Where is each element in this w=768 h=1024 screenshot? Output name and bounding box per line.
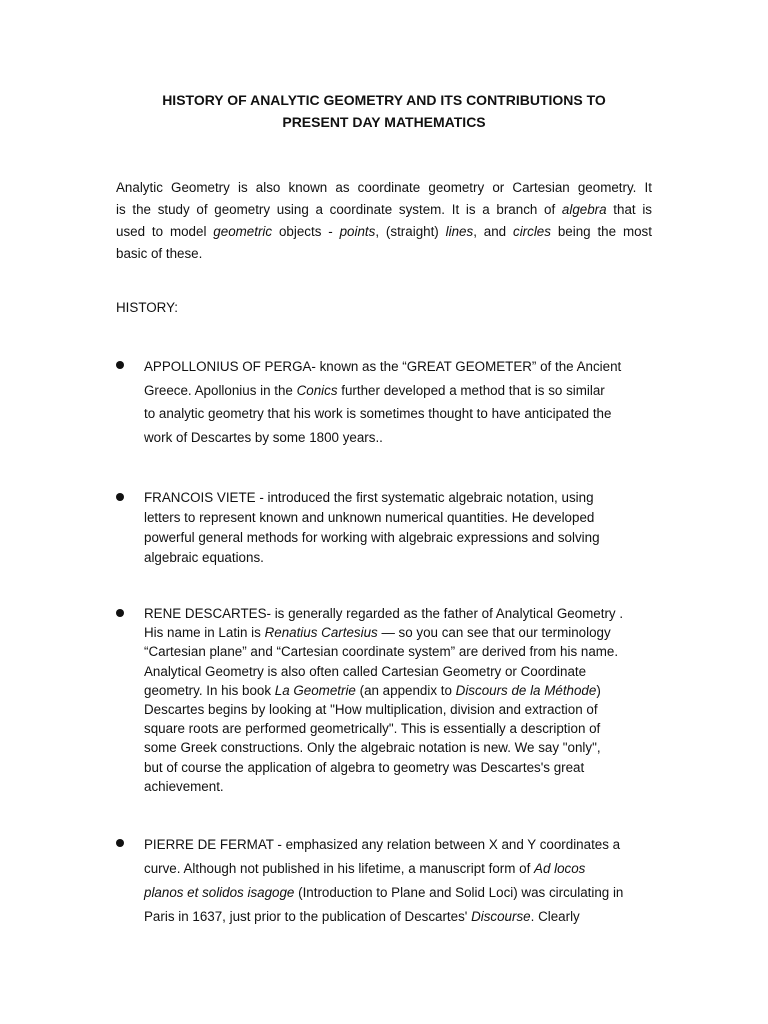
title-line-1: HISTORY OF ANALYTIC GEOMETRY AND ITS CONTRIBUTIONS TO (162, 92, 606, 108)
bullet-apollonius-text (144, 355, 654, 449)
intro-line-1: Analytic Geometry is also known as coordinate geometry or Cartesian geometry. It (116, 180, 652, 195)
fermat-line-3 (144, 881, 654, 905)
descartes-line-3: “Cartesian plane” and “Cartesian coordinate system” are derived from his name. (144, 644, 619, 660)
descartes-line-2 (144, 623, 654, 642)
fermat-italic-planos: planos et solidos isagoge (144, 885, 295, 900)
apollonius-line-3: to analytic geometry that his work is sometimes thought to have anticipated the (144, 406, 612, 421)
viete-line-2: letters to represent known and unknown numerical quantities. He developed (144, 510, 595, 525)
intro-text: being the most (550, 224, 652, 239)
descartes-italic-la-geometrie: La Geometrie (274, 682, 356, 698)
fermat-line-4 (144, 905, 654, 929)
descartes-line-6: Descartes begins by looking at "How multiplication, division and extraction of (144, 702, 598, 718)
bullet-dot-icon (116, 839, 124, 847)
bullet-dot-icon (116, 493, 124, 501)
fermat-italic-discourse: Discourse (471, 909, 531, 924)
descartes-line-7: square roots are performed geometrically". This is essentially a description of (144, 721, 601, 737)
apollonius-line-4: work of Descartes by some 1800 years.. (144, 429, 383, 445)
bullet-dot-icon (116, 609, 124, 617)
intro-italic-geometric: geometric (213, 224, 273, 239)
descartes-line-10: achievement. (144, 778, 224, 794)
apollonius-text: further developed a method that is so similar (337, 382, 605, 398)
intro-text: used to model (116, 224, 214, 239)
bullet-fermat-text (144, 833, 654, 929)
intro-text: , and (473, 224, 513, 239)
intro-line-2 (116, 200, 652, 222)
intro-text: that is (606, 202, 652, 217)
viete-line-3: powerful general methods for working with algebraic expressions and solving (144, 530, 600, 545)
fermat-line-2 (144, 857, 654, 881)
descartes-text: ) (596, 682, 601, 698)
apollonius-text: Greece. Apollonius in the (144, 382, 297, 398)
descartes-text: — so you can see that our terminology (377, 625, 611, 641)
intro-text: is the study of geometry using a coordinate system. It is a branch of (116, 202, 562, 217)
bullet-descartes-text (144, 604, 654, 796)
apollonius-italic-conics: Conics (296, 382, 338, 398)
intro-italic-points: points (339, 224, 376, 239)
bullet-viete-text (144, 488, 654, 568)
history-heading: HISTORY: (116, 300, 179, 315)
viete-line-1: FRANCOIS VIETE - introduced the first systematic algebraic notation, using (144, 490, 594, 505)
intro-italic-circles: circles (513, 224, 551, 239)
fermat-text: . Clearly (530, 909, 580, 924)
bullet-dot-icon (116, 361, 124, 369)
descartes-line-1: RENE DESCARTES- is generally regarded as the father of Analytical Geometry . (144, 606, 624, 621)
title-line-2: PRESENT DAY MATHEMATICS (282, 114, 486, 130)
apollonius-line-2 (144, 379, 654, 403)
descartes-line-5 (144, 681, 654, 700)
intro-line-3 (116, 222, 652, 244)
intro-text: , (straight) (375, 224, 446, 239)
viete-line-4: algebraic equations. (144, 550, 264, 565)
descartes-line-8: some Greek constructions. Only the algebraic notation is new. We say "only", (144, 740, 601, 756)
intro-italic-lines: lines (445, 224, 474, 239)
intro-line-4: basic of these. (116, 246, 203, 261)
descartes-text: (an appendix to (355, 682, 456, 698)
fermat-line-1: PIERRE DE FERMAT - emphasized any relation between X and Y coordinates a (144, 837, 621, 852)
descartes-line-4: Analytical Geometry is also often called Cartesian Geometry or Coordinate (144, 663, 587, 679)
descartes-text: geometry. In his book (144, 682, 275, 698)
descartes-italic-discours: Discours de la Méthode (455, 682, 597, 698)
intro-text: objects - (272, 224, 340, 239)
apollonius-line-1: APPOLLONIUS OF PERGA- known as the “GREAT GEOMETER” of the Ancient (144, 359, 622, 374)
fermat-italic-ad-locos: Ad locos (534, 861, 586, 876)
descartes-italic-latin-name: Renatius Cartesius (264, 625, 378, 641)
fermat-text: (Introduction to Plane and Solid Loci) was circulating in (294, 885, 624, 900)
intro-italic-algebra: algebra (561, 202, 607, 217)
fermat-text: curve. Although not published in his lifetime, a manuscript form of (144, 861, 535, 876)
fermat-text: Paris in 1637, just prior to the publication of Descartes' (144, 909, 472, 924)
document-title (100, 89, 668, 133)
descartes-text: His name in Latin is (144, 625, 265, 641)
intro-paragraph (116, 178, 652, 266)
descartes-line-9: but of course the application of algebra to geometry was Descartes's great (144, 759, 585, 775)
